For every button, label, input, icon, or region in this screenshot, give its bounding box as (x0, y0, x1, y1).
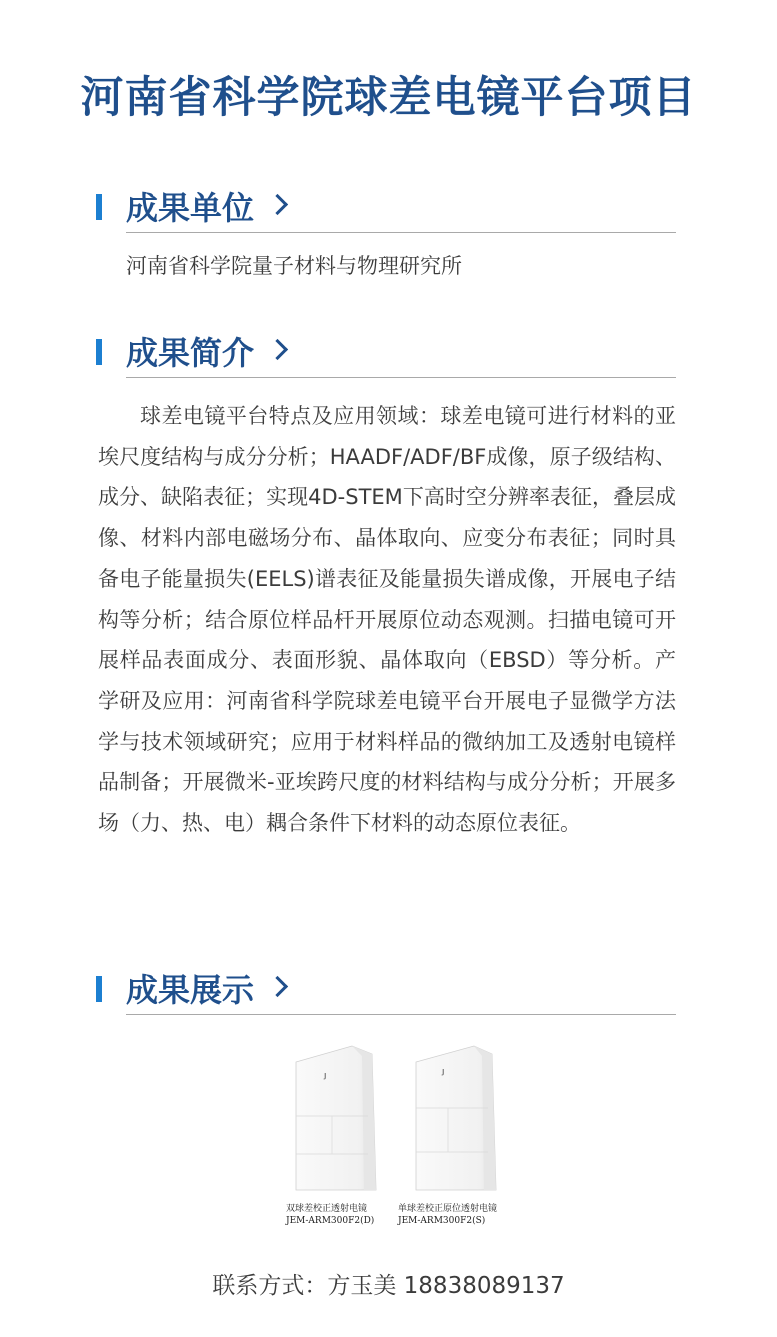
page-title: 河南省科学院球差电镜平台项目 (80, 73, 697, 123)
microscope-caption: 双球差校正透射电镜 (286, 1204, 368, 1214)
section-header-intro (96, 333, 676, 379)
section-divider (126, 377, 676, 378)
unit-name: 河南省科学院量子材料与物理研究所 (126, 254, 462, 278)
chevron-right-icon (267, 339, 288, 360)
section-title: 成果单位 (126, 189, 255, 227)
microscope-illustration (292, 1044, 384, 1196)
microscope-model: JEM-ARM300F2(S) (398, 1216, 486, 1226)
microscope-model: JEM-ARM300F2(D) (286, 1216, 375, 1226)
intro-paragraph: 球差电镜平台特点及应用领域：球差电镜可进行材料的亚埃尺度结构与成分分析；HAADF/ADF/BF成像，原子级结构、成分、缺陷表征；实现4D-STEM下高时空分辨率表征，叠层成像、材料内部电磁场分布、晶体取向、应变分布表征；同时具备电子能量损失(EELS)谱表征及能量损失谱成像，开展电子结构等分析；结合原位样品杆开展原位动态观测。扫描电镜可开展样品表面成分、表面形貌、晶体取向（EBSD）等分析。产学研及应用：河南省科学院球差电镜平台开展电子显微学方法学与技术领域研究；应用于材料样品的微纳加工及透射电镜样品制备；开展微米-亚埃跨尺度的材料结构与成分分析；开展多场（力、热、电）耦合条件下材料的动态原位表征。 (98, 404, 676, 836)
brand-logo: J (442, 1068, 445, 1076)
section-accent-bar (96, 194, 102, 220)
showcase-image (240, 1036, 525, 1232)
section-title: 成果简介 (126, 334, 255, 372)
section-header-showcase (96, 970, 676, 1016)
section-header-unit (96, 188, 676, 234)
contact-info: 联系方式：方玉美 18838089137 (212, 1273, 565, 1299)
microscope-illustration (412, 1044, 504, 1196)
chevron-right-icon (267, 976, 288, 997)
chevron-right-icon (267, 194, 288, 215)
brand-logo: J (324, 1072, 327, 1080)
section-divider (126, 1014, 676, 1015)
section-accent-bar (96, 339, 102, 365)
microscope-caption: 单球差校正原位透射电镜 (398, 1204, 498, 1214)
section-accent-bar (96, 976, 102, 1002)
section-divider (126, 232, 676, 233)
section-title: 成果展示 (126, 971, 255, 1009)
